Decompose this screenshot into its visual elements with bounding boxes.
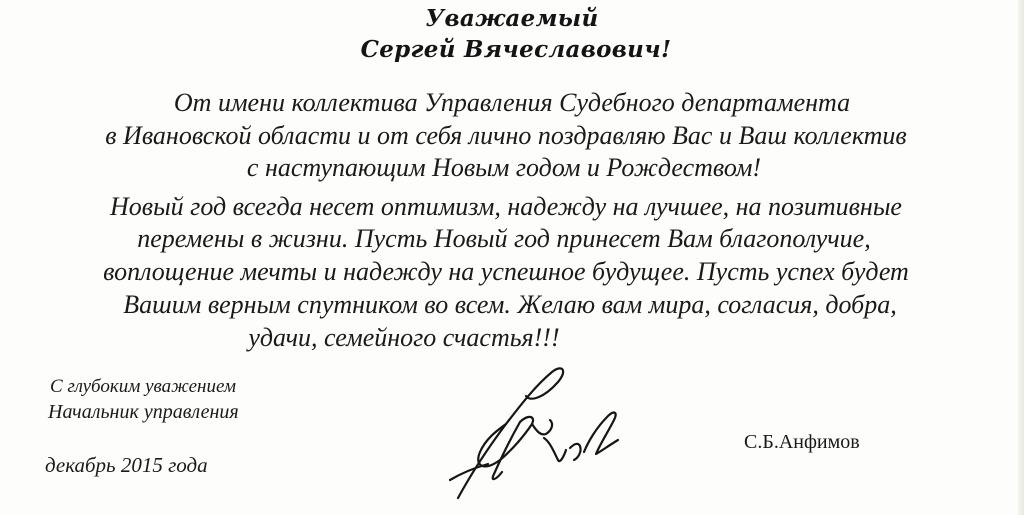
body-line-3: с наступающим Новым годом и Рождеством! (246, 153, 762, 182)
signer-name: С.Б.Анфимов (744, 431, 860, 453)
paper-edge (1018, 0, 1024, 515)
body-line-8: удачи, семейного счастья!!! (248, 323, 560, 352)
closing-regards: С глубоким уважением (50, 376, 237, 397)
body-line-6: воплощение мечты и надежду на успешное будущее. Пусть успех будет (103, 257, 909, 286)
body-line-2: в Ивановской области и от себя лично поздравляю Вас и Ваш коллектив (105, 121, 907, 150)
signer-position: Начальник управления (48, 401, 239, 423)
letter-date: декабрь 2015 года (45, 453, 208, 477)
salutation-line-1: Уважаемый (425, 5, 599, 32)
body-line-7: Вашим верным спутником во всем. Желаю вам мира, согласия, добра, (123, 290, 897, 319)
salutation-line-2: Сергей Вячеславович! (360, 36, 672, 63)
body-line-4: Новый год всегда несет оптимизм, надежду на лучшее, на позитивные (110, 192, 902, 221)
body-line-5: перемены в жизни. Пусть Новый год принесет Вам благополучие, (137, 224, 871, 253)
handwritten-signature (440, 356, 650, 506)
body-line-1: От имени коллектива Управления Судебного департамента (173, 88, 851, 117)
